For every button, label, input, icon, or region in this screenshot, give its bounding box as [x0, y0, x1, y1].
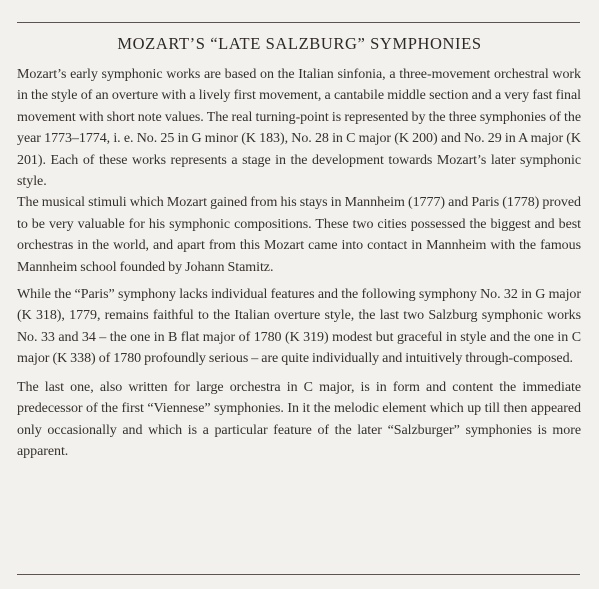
paragraph-early-works: Mozart’s early symphonic works are based on the Italian sinfonia, a three-movement orchestral work in the style of an overture with a lively first movement, a cantabile middle section and a very fast final movement with short note values. The real turning-point is represented by the three symphonies of the year 1773–1774, i. e. No. 25 in G minor (K 183), No. 28 in C major (K 200) and No. 29 in A major (K 201). Each of these works represents a stage in the development towards Mozart’s later symphonic style. — [17, 67, 581, 190]
top-rule — [17, 22, 580, 23]
paragraph-paris-symphony: While the “Paris” symphony lacks individual features and the following symphony No. 32 in G major (K 318), 1779, remains faithful to the Italian overture style, the last two Salzburg symphonic works No. 33 and 34 – the one in B flat major of 1780 (K 319) modest but graceful in style and the one in C major (K 338) of 1780 profoundly serious – are quite individually and intuitively through-composed. — [17, 287, 581, 367]
page-title: MOZART’S “LATE SALZBURG” SYMPHONIES — [117, 34, 482, 53]
paragraph-last-symphony: The last one, also written for large orchestra in C major, is in form and content the immediate predecessor of the first “Viennese” symphonies. In it the melodic element which up till then appeared only occasionally and which is a particular feature of the later “Salzburger” symphonies is more apparent. — [17, 379, 581, 459]
body-text — [17, 64, 581, 462]
bottom-rule — [17, 574, 580, 575]
paragraph-mannheim-paris: The musical stimuli which Mozart gained from his stays in Mannheim (1777) and Paris (1778) proved to be very valuable for his symphonic compositions. These two cities possessed the biggest and best orchestras in the world, and apart from this Mozart came into contact in Mannheim with the famous Mannheim school founded by Johann Stamitz. — [17, 195, 581, 275]
